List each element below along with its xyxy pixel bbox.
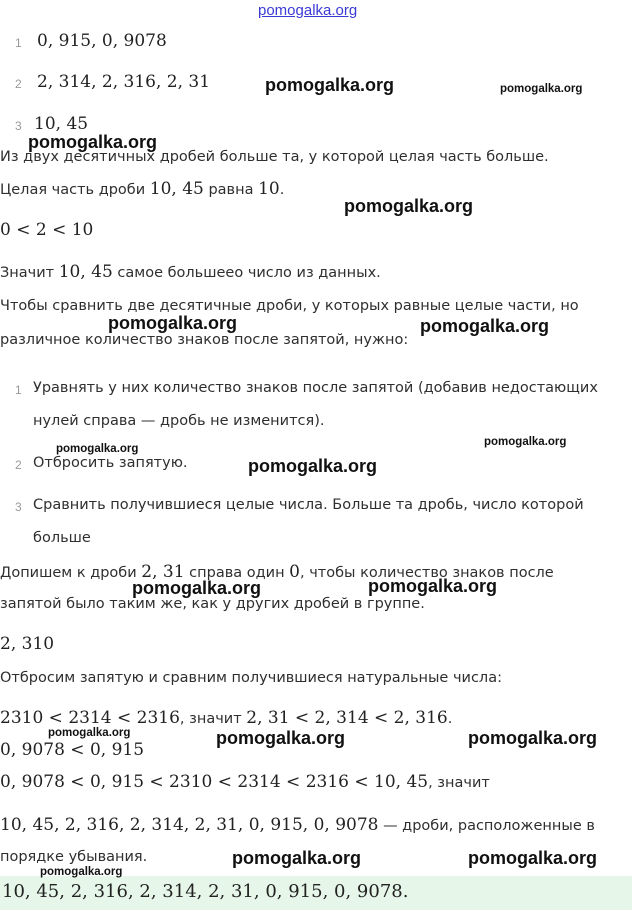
paragraph-rule-line2: различное количество знаков после запятой, нужно: <box>0 332 409 348</box>
text: Значит <box>0 265 59 281</box>
math-10: 10 <box>258 179 280 199</box>
text: — дроби, расположенные в <box>378 818 595 834</box>
text: Допишем к дроби <box>0 565 142 581</box>
math-2-31: 2, 31 <box>141 562 185 582</box>
paragraph-descending-line2: порядке убывания. <box>0 849 148 865</box>
math-descending-list: 10, 45, 2, 316, 2, 314, 2, 31, 0, 915, 0, 9078 <box>0 815 379 835</box>
text: , чтобы количество знаков после <box>300 565 554 581</box>
paragraph-compare-whole: Из двух десятичных дробей больше та, у которой целая часть больше. <box>0 149 549 165</box>
math-2-310: 2, 310 <box>0 634 55 654</box>
text: . <box>279 182 285 198</box>
text: самое большеео число из данных. <box>112 265 381 281</box>
watermark-logo: pomogalka.org <box>40 866 123 878</box>
paragraph-largest <box>0 262 381 282</box>
paragraph-append-zero-line2: запятой было таким же, как у других дробей в группе. <box>0 596 425 612</box>
inequality-chain <box>0 772 490 792</box>
text: , значит <box>428 775 490 791</box>
watermark-logo: pomogalka.org <box>132 578 262 598</box>
group-number-3: 3 <box>15 119 22 133</box>
math-decimals: 2, 31 < 2, 314 < 2, 316 <box>246 708 448 728</box>
watermark-top: pomogalka.org <box>258 2 358 19</box>
paragraph-drop-comma: Отбросим запятую и сравним получившиеся натуральные числа: <box>0 670 502 686</box>
step-2-line1: Отбросить запятую. <box>33 455 188 471</box>
watermark-logo: pomogalka.org <box>48 727 131 739</box>
step-3-line1: Сравнить получившиеся целые числа. Больше та дробь, число которой <box>33 497 584 513</box>
step-number-2: 2 <box>15 458 22 472</box>
paragraph-rule-line1: Чтобы сравнить две десятичные дроби, у которых равные целые части, но <box>0 298 579 314</box>
group-1-value: 0, 915, 0, 9078 <box>37 31 167 51</box>
watermark-logo: pomogalka.org <box>344 196 474 216</box>
watermark-logo: pomogalka.org <box>248 456 378 476</box>
inequality-naturals <box>0 708 452 728</box>
math-chain: 0, 9078 < 0, 915 < 2310 < 2314 < 2316 < 10, 45 <box>0 772 429 792</box>
math-10-45: 10, 45 <box>149 179 204 199</box>
text: Целая часть дроби <box>0 182 150 198</box>
watermark-logo: pomogalka.org <box>468 728 598 748</box>
step-number-1: 1 <box>15 383 22 397</box>
watermark-logo: pomogalka.org <box>56 443 139 455</box>
step-number-3: 3 <box>15 500 22 514</box>
math-naturals: 2310 < 2314 < 2316 <box>0 708 180 728</box>
group-number-1: 1 <box>15 36 22 50</box>
answer-text: 10, 45, 2, 316, 2, 314, 2, 31, 0, 915, 0, 9078. <box>2 881 409 902</box>
group-3-value: 10, 45 <box>34 114 89 134</box>
group-2-value: 2, 314, 2, 316, 2, 31 <box>37 72 211 92</box>
inequality-whole-parts: 0 < 2 < 10 <box>0 220 94 240</box>
paragraph-whole-part <box>0 179 284 199</box>
watermark-logo: pomogalka.org <box>468 848 598 868</box>
watermark-logo: pomogalka.org <box>232 848 362 868</box>
text: справа один <box>184 565 290 581</box>
group-number-2: 2 <box>15 77 22 91</box>
math-0: 0 <box>289 562 300 582</box>
watermark-logo: pomogalka.org <box>368 576 498 596</box>
watermark-logo: pomogalka.org <box>28 132 158 152</box>
watermark-logo: pomogalka.org <box>216 728 346 748</box>
step-1-line2: нулей справа — дробь не изменится). <box>33 413 325 429</box>
watermark-logo: pomogalka.org <box>484 436 567 448</box>
watermark-logo: pomogalka.org <box>420 316 550 336</box>
text: равна <box>203 182 259 198</box>
watermark-logo: pomogalka.org <box>500 83 583 95</box>
math-10-45: 10, 45 <box>58 262 113 282</box>
step-1-line1: Уравнять у них количество знаков после запятой (добавив недостающих <box>33 380 598 396</box>
paragraph-descending <box>0 815 595 835</box>
text: . <box>447 711 453 727</box>
step-3-line2: больше <box>33 530 91 546</box>
watermark-logo: pomogalka.org <box>108 313 238 333</box>
watermark-logo: pomogalka.org <box>265 75 395 95</box>
inequality-small-fractions: 0, 9078 < 0, 915 <box>0 740 145 760</box>
text: , значит <box>179 711 247 727</box>
